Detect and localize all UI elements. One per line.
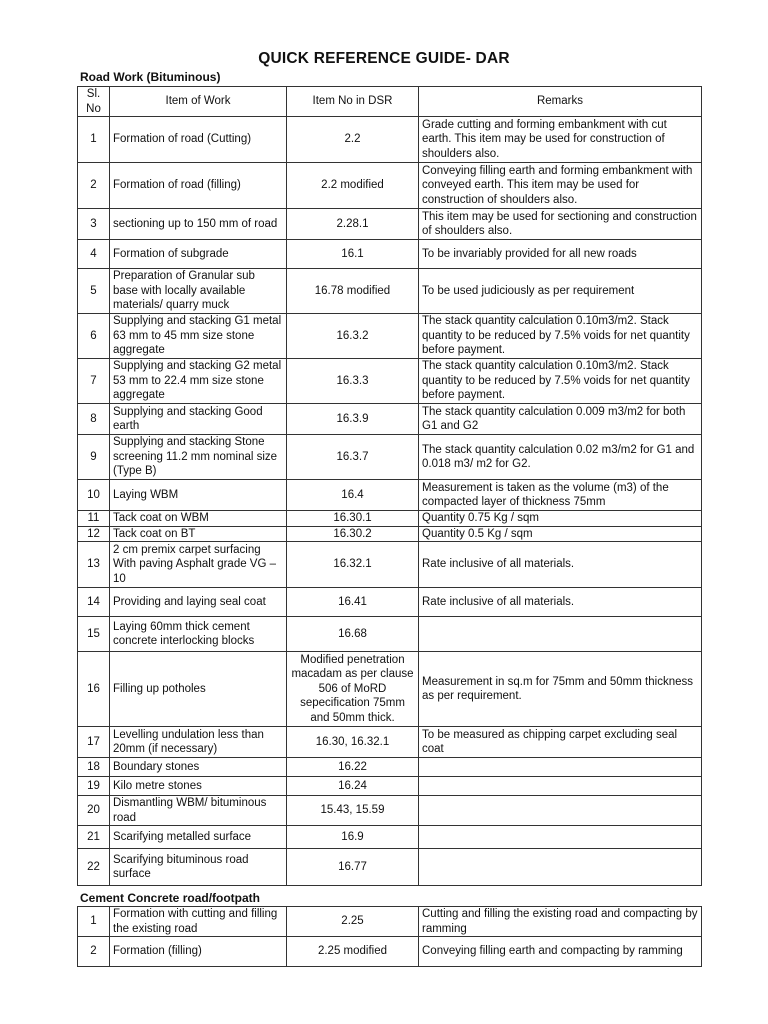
cell-item-no-dsr: 16.3.9	[287, 404, 419, 435]
cell-sl-no: 10	[78, 480, 110, 511]
cell-item-no-dsr: 2.25	[287, 907, 419, 937]
cell-item-of-work: Supplying and stacking Good earth	[110, 404, 287, 435]
table-row	[78, 937, 702, 967]
cell-item-no-dsr: 16.4	[287, 480, 419, 511]
cell-item-of-work: Formation of subgrade	[110, 240, 287, 269]
cell-sl-no: 4	[78, 240, 110, 269]
cell-remarks: The stack quantity calculation 0.10m3/m2. Stack quantity to be reduced by 7.5% voids for net quantity before payment.	[419, 314, 702, 359]
table-header-row	[78, 87, 702, 117]
cell-sl-no: 15	[78, 617, 110, 652]
cement-concrete-table	[77, 906, 702, 967]
table-row	[78, 826, 702, 849]
cell-item-no-dsr: 16.30, 16.32.1	[287, 727, 419, 758]
cell-remarks: To be invariably provided for all new roads	[419, 240, 702, 269]
cell-item-no-dsr: 2.2 modified	[287, 163, 419, 209]
cell-item-of-work: Formation with cutting and filling the existing road	[110, 907, 287, 937]
cell-sl-no: 16	[78, 652, 110, 727]
table-row	[78, 404, 702, 435]
cell-sl-no: 21	[78, 826, 110, 849]
cell-remarks: The stack quantity calculation 0.009 m3/m2 for both G1 and G2	[419, 404, 702, 435]
header-sl-no: Sl. No	[78, 87, 110, 117]
table-row	[78, 652, 702, 727]
table-row	[78, 777, 702, 796]
cell-item-of-work: Tack coat on WBM	[110, 511, 287, 527]
cell-sl-no: 11	[78, 511, 110, 527]
cell-sl-no: 14	[78, 588, 110, 617]
table-row	[78, 588, 702, 617]
table-row	[78, 526, 702, 542]
cell-remarks	[419, 849, 702, 886]
cell-item-of-work: Filling up potholes	[110, 652, 287, 727]
table-row	[78, 435, 702, 480]
cell-item-of-work: Scarifying metalled surface	[110, 826, 287, 849]
cell-item-of-work: Supplying and stacking G2 metal 53 mm to 22.4 mm size stone aggregate	[110, 359, 287, 404]
cell-remarks: Rate inclusive of all materials.	[419, 542, 702, 588]
table-row	[78, 314, 702, 359]
cell-sl-no: 17	[78, 727, 110, 758]
table-row	[78, 209, 702, 240]
cell-item-no-dsr: 16.3.3	[287, 359, 419, 404]
cell-item-no-dsr: 16.78 modified	[287, 269, 419, 314]
cell-item-of-work: Providing and laying seal coat	[110, 588, 287, 617]
cell-item-no-dsr: 16.3.7	[287, 435, 419, 480]
table-row	[78, 617, 702, 652]
cell-remarks: Conveying filling earth and compacting by ramming	[419, 937, 702, 967]
cell-item-no-dsr: 2.2	[287, 117, 419, 163]
cell-sl-no: 12	[78, 526, 110, 542]
table-row	[78, 849, 702, 886]
cell-item-of-work: Dismantling WBM/ bituminous road	[110, 796, 287, 826]
cell-item-of-work: Supplying and stacking G1 metal 63 mm to 45 mm size stone aggregate	[110, 314, 287, 359]
cell-item-no-dsr: 15.43, 15.59	[287, 796, 419, 826]
cell-item-of-work: Levelling undulation less than 20mm (if necessary)	[110, 727, 287, 758]
cell-sl-no: 2	[78, 937, 110, 967]
cell-item-of-work: Scarifying bituminous road surface	[110, 849, 287, 886]
cell-sl-no: 7	[78, 359, 110, 404]
cell-remarks: Measurement in sq.m for 75mm and 50mm thickness as per requirement.	[419, 652, 702, 727]
cell-remarks: Measurement is taken as the volume (m3) of the compacted layer of thickness 75mm	[419, 480, 702, 511]
cell-remarks: To be used judiciously as per requirement	[419, 269, 702, 314]
cell-remarks: This item may be used for sectioning and construction of shoulders also.	[419, 209, 702, 240]
cell-remarks: Cutting and filling the existing road and compacting by ramming	[419, 907, 702, 937]
header-item-of-work: Item of Work	[110, 87, 287, 117]
cell-remarks: Conveying filling earth and forming embankment with conveyed earth. This item may be used for construction of shoulders also.	[419, 163, 702, 209]
cell-item-of-work: Laying 60mm thick cement concrete interlocking blocks	[110, 617, 287, 652]
cell-remarks: The stack quantity calculation 0.10m3/m2. Stack quantity to be reduced by 7.5% voids for net quantity before payment.	[419, 359, 702, 404]
cell-item-of-work: Preparation of Granular sub base with locally available materials/ quarry muck	[110, 269, 287, 314]
cell-sl-no: 1	[78, 117, 110, 163]
cell-item-no-dsr: 16.68	[287, 617, 419, 652]
cell-item-no-dsr: 16.30.2	[287, 526, 419, 542]
table-row	[78, 359, 702, 404]
cell-sl-no: 2	[78, 163, 110, 209]
cell-item-no-dsr: 16.24	[287, 777, 419, 796]
cell-item-no-dsr: 16.9	[287, 826, 419, 849]
table-row	[78, 163, 702, 209]
cell-remarks: Grade cutting and forming embankment with cut earth. This item may be used for construction of shoulders also.	[419, 117, 702, 163]
cell-item-no-dsr: 16.32.1	[287, 542, 419, 588]
cell-item-of-work: Formation (filling)	[110, 937, 287, 967]
cell-item-no-dsr: 16.77	[287, 849, 419, 886]
cell-sl-no: 6	[78, 314, 110, 359]
cell-remarks: Quantity 0.75 Kg / sqm	[419, 511, 702, 527]
header-remarks: Remarks	[419, 87, 702, 117]
cell-sl-no: 20	[78, 796, 110, 826]
cell-remarks	[419, 617, 702, 652]
table-row	[78, 907, 702, 937]
table-row	[78, 758, 702, 777]
cell-sl-no: 8	[78, 404, 110, 435]
cell-item-no-dsr: Modified penetration macadam as per clause 506 of MoRD sepecification 75mm and 50mm thick.	[287, 652, 419, 727]
header-item-no-dsr: Item No in DSR	[287, 87, 419, 117]
cell-remarks	[419, 826, 702, 849]
cell-item-of-work: sectioning up to 150 mm of road	[110, 209, 287, 240]
cell-sl-no: 13	[78, 542, 110, 588]
cell-remarks	[419, 777, 702, 796]
cell-sl-no: 1	[78, 907, 110, 937]
table-row	[78, 269, 702, 314]
cell-item-of-work: 2 cm premix carpet surfacing With paving Asphalt grade VG – 10	[110, 542, 287, 588]
cell-sl-no: 3	[78, 209, 110, 240]
cell-item-of-work: Tack coat on BT	[110, 526, 287, 542]
table-row	[78, 480, 702, 511]
cell-item-no-dsr: 16.3.2	[287, 314, 419, 359]
table-row	[78, 511, 702, 527]
table-row	[78, 796, 702, 826]
cell-item-no-dsr: 16.1	[287, 240, 419, 269]
table-row	[78, 727, 702, 758]
cell-remarks	[419, 758, 702, 777]
cell-remarks: The stack quantity calculation 0.02 m3/m2 for G1 and 0.018 m3/ m2 for G2.	[419, 435, 702, 480]
cell-item-no-dsr: 2.28.1	[287, 209, 419, 240]
cell-item-of-work: Kilo metre stones	[110, 777, 287, 796]
cell-item-of-work: Formation of road (Cutting)	[110, 117, 287, 163]
cell-sl-no: 19	[78, 777, 110, 796]
cell-item-of-work: Supplying and stacking Stone screening 11.2 mm nominal size (Type B)	[110, 435, 287, 480]
cell-item-of-work: Boundary stones	[110, 758, 287, 777]
cell-sl-no: 5	[78, 269, 110, 314]
cell-remarks: To be measured as chipping carpet excluding seal coat	[419, 727, 702, 758]
cell-item-no-dsr: 16.30.1	[287, 511, 419, 527]
cell-sl-no: 22	[78, 849, 110, 886]
cell-item-no-dsr: 2.25 modified	[287, 937, 419, 967]
cell-remarks: Quantity 0.5 Kg / sqm	[419, 526, 702, 542]
cell-sl-no: 9	[78, 435, 110, 480]
cell-remarks: Rate inclusive of all materials.	[419, 588, 702, 617]
road-work-table	[77, 86, 702, 886]
cell-remarks	[419, 796, 702, 826]
cell-item-no-dsr: 16.41	[287, 588, 419, 617]
cell-item-no-dsr: 16.22	[287, 758, 419, 777]
cell-item-of-work: Laying WBM	[110, 480, 287, 511]
cell-sl-no: 18	[78, 758, 110, 777]
table-row	[78, 117, 702, 163]
section-heading-road-work: Road Work (Bituminous)	[80, 70, 221, 84]
table-row	[78, 542, 702, 588]
section-heading-cement-concrete: Cement Concrete road/footpath	[80, 891, 261, 905]
cell-item-of-work: Formation of road (filling)	[110, 163, 287, 209]
page-title: QUICK REFERENCE GUIDE- DAR	[258, 50, 510, 67]
table-row	[78, 240, 702, 269]
